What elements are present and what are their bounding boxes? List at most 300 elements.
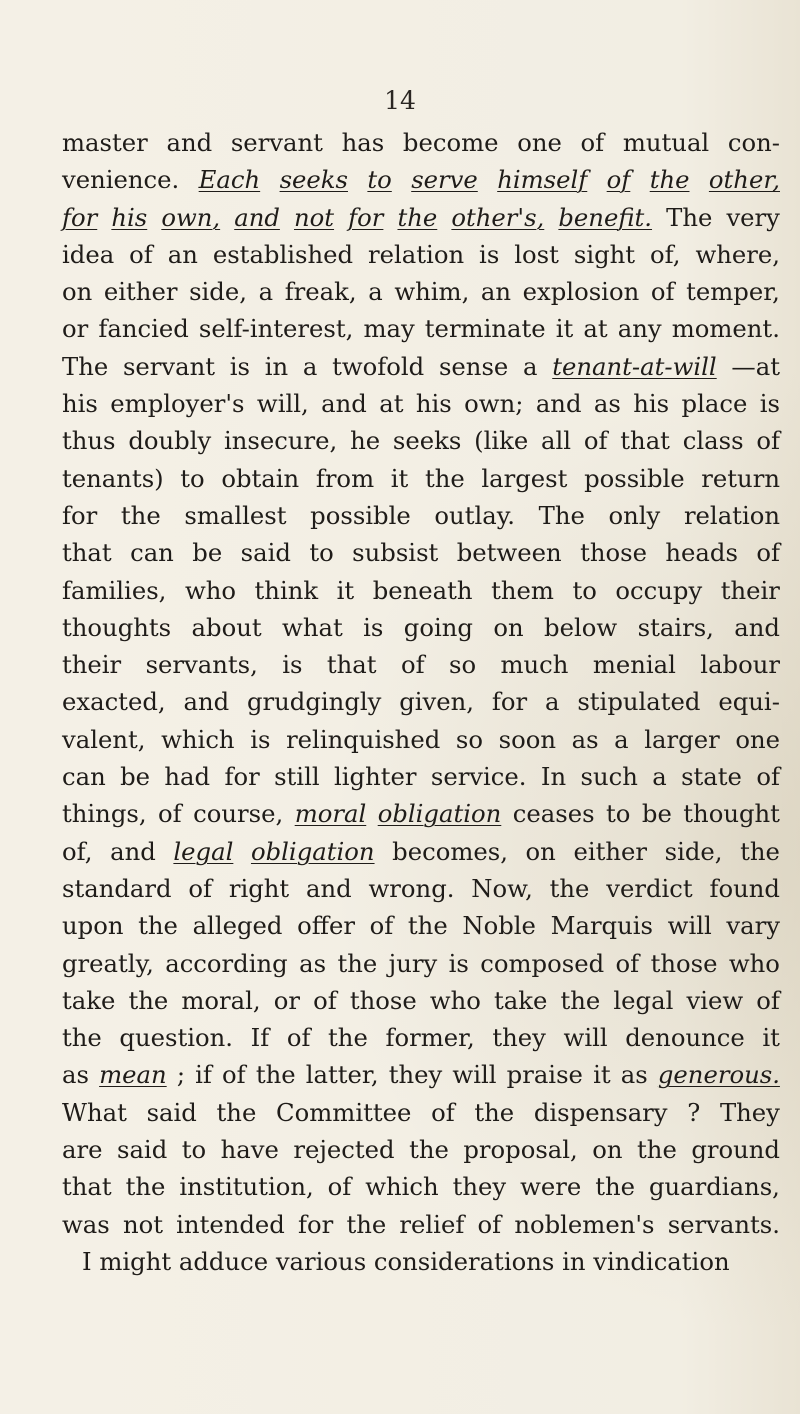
word: for (62, 500, 98, 530)
word: be (120, 762, 151, 792)
word: own, (161, 202, 221, 232)
word: as (299, 948, 327, 978)
word: a (614, 724, 629, 754)
word: temper, (686, 277, 780, 307)
word: according (165, 948, 288, 978)
word: insecure, (224, 426, 338, 456)
word: such (580, 762, 638, 792)
word: lighter (333, 762, 417, 792)
text-line (62, 1206, 780, 1243)
word: largest (481, 463, 568, 493)
word: said (146, 1097, 197, 1127)
word: institution, (179, 1172, 314, 1202)
word: of (369, 911, 394, 941)
word: doubly (128, 426, 212, 456)
word: only (608, 500, 661, 530)
word: on (525, 836, 556, 866)
word: legal (173, 836, 234, 866)
word: the (125, 1172, 166, 1202)
word: take (494, 985, 548, 1015)
word: venience. (62, 165, 180, 195)
text-line (62, 870, 780, 907)
word: standard (62, 873, 172, 903)
word: larger (644, 724, 720, 754)
word: heads (665, 538, 738, 568)
word: between (456, 538, 562, 568)
word: the (216, 1097, 257, 1127)
word: will (667, 911, 712, 941)
word: either (573, 836, 647, 866)
word: other, (708, 165, 780, 195)
text-line (62, 199, 780, 236)
word: his (415, 389, 452, 419)
word: as (62, 1060, 89, 1090)
word: of (615, 948, 640, 978)
word: If (250, 1023, 270, 1053)
word: sight (573, 239, 636, 269)
word: think (254, 575, 319, 605)
word: still (274, 762, 320, 792)
word: of (158, 799, 182, 829)
word: stipulated (577, 687, 701, 717)
word: not (294, 202, 335, 232)
word: other's, (451, 202, 545, 232)
word: sense (438, 351, 509, 381)
word: might (99, 1246, 172, 1276)
word: that (62, 538, 112, 568)
word: view (686, 985, 744, 1015)
word: The (666, 202, 713, 232)
word: the (549, 873, 590, 903)
word: be (641, 799, 672, 829)
word: noblemen's (514, 1209, 655, 1239)
word: it (555, 314, 574, 344)
word: moment. (671, 314, 780, 344)
word: is (759, 389, 780, 419)
word: equi- (718, 687, 780, 717)
word: relief (399, 1209, 465, 1239)
word: and (234, 202, 280, 232)
word: place (681, 389, 748, 419)
word: where, (695, 239, 780, 269)
word: terminate (424, 314, 546, 344)
word: was (62, 1209, 110, 1239)
word: class (682, 426, 744, 456)
word: stairs, (637, 612, 714, 642)
word: that (326, 650, 377, 680)
word: it (390, 463, 409, 493)
text-line (62, 422, 780, 459)
word: jury (388, 948, 438, 978)
word: have (220, 1135, 279, 1165)
word: verdict (606, 873, 693, 903)
word: mean (99, 1060, 167, 1090)
word: below (544, 612, 618, 642)
word: all (541, 426, 572, 456)
word: possible (584, 463, 685, 493)
word: those (349, 985, 417, 1015)
word: is (229, 351, 251, 381)
word: and (734, 612, 780, 642)
word: become (402, 128, 499, 157)
word: of (129, 239, 153, 269)
word: it (593, 1060, 611, 1090)
word: the (397, 202, 438, 232)
word: is (282, 650, 303, 680)
word: of (222, 1060, 246, 1090)
word: legal (613, 985, 674, 1015)
word: for (491, 687, 528, 717)
word: of (756, 985, 780, 1015)
word: considerations (373, 1246, 555, 1276)
word: the (255, 1060, 296, 1090)
word: they (452, 1172, 507, 1202)
word: were (520, 1172, 582, 1202)
word: much (500, 650, 569, 680)
word: They (719, 1097, 780, 1127)
word: as (620, 1060, 648, 1090)
text-line (62, 310, 780, 347)
word: it (762, 1023, 780, 1053)
word: return (701, 463, 780, 493)
word: state (681, 762, 742, 792)
word: those (580, 538, 647, 568)
word: those (650, 948, 718, 978)
word: for (62, 202, 98, 232)
text-line (62, 907, 780, 944)
word: to (606, 799, 631, 829)
word: and (166, 128, 213, 157)
word: their (62, 650, 122, 680)
word: of, (62, 836, 93, 866)
word: who (184, 575, 237, 605)
word: employer's (110, 389, 245, 419)
word: will, (256, 389, 309, 419)
word: the (637, 1135, 677, 1165)
word: of, (650, 239, 681, 269)
word: fancied (98, 314, 189, 344)
word: side, (664, 836, 723, 866)
word: that (62, 1172, 112, 1202)
word: of (431, 1097, 455, 1127)
word: can (130, 538, 174, 568)
word: master (62, 128, 148, 157)
text-line (62, 1243, 780, 1280)
word: the (649, 165, 690, 195)
word: I (82, 1246, 92, 1276)
word: The (62, 351, 109, 381)
text-line (62, 1019, 780, 1056)
word: he (350, 426, 381, 456)
word: own; (464, 389, 524, 419)
word: at (379, 389, 404, 419)
text-line (62, 1131, 780, 1168)
word: of (400, 650, 425, 680)
word: subsist (352, 538, 439, 568)
word: an (167, 239, 198, 269)
word: on (493, 612, 524, 642)
word: they (492, 1023, 546, 1053)
word: said (116, 1135, 168, 1165)
word: thought (683, 799, 780, 829)
word: is (250, 724, 271, 754)
word: the (560, 985, 601, 1015)
word: who (728, 948, 780, 978)
word: composed (480, 948, 605, 978)
word: the (138, 911, 178, 941)
word: Marquis (550, 911, 653, 941)
text-line (62, 497, 780, 534)
word: greatly, (62, 948, 154, 978)
word: alleged (192, 911, 283, 941)
word: tenants) (62, 463, 164, 493)
word: service. (430, 762, 527, 792)
word: ceases (512, 799, 595, 829)
word: things, (62, 799, 147, 829)
word: to (180, 463, 205, 493)
word: of (756, 538, 780, 568)
word: occupy (615, 575, 703, 605)
word: of (583, 426, 608, 456)
word: of (477, 1209, 502, 1239)
word: on (62, 277, 93, 307)
word: former, (385, 1023, 475, 1053)
word: menial (592, 650, 676, 680)
word: serve (411, 165, 478, 195)
word: outlay. (434, 500, 515, 530)
word: found (709, 873, 780, 903)
word: explosion (522, 277, 640, 307)
word: beneath (372, 575, 473, 605)
word: himself (497, 165, 588, 195)
word: his (633, 389, 670, 419)
word: and (535, 389, 582, 419)
word: soon (498, 724, 556, 754)
word: latter, (305, 1060, 379, 1090)
word: Each (198, 165, 261, 195)
word: the (128, 985, 169, 1015)
word: ground (691, 1135, 780, 1165)
word: of (580, 128, 605, 157)
word: a (544, 687, 560, 717)
word: is (448, 948, 469, 978)
word: twofold (332, 351, 425, 381)
word: one (517, 128, 562, 157)
text-line (62, 833, 780, 870)
word: obtain (221, 463, 300, 493)
word: to (367, 165, 392, 195)
word: about (191, 612, 262, 642)
word: going (403, 612, 473, 642)
text-line (62, 385, 780, 422)
word: tenant-at-will (552, 351, 717, 381)
word: and (306, 873, 352, 903)
word: for (348, 202, 384, 232)
word: of (188, 873, 213, 903)
word: the (407, 911, 448, 941)
word: exacted, (62, 687, 166, 717)
word: various (275, 1246, 367, 1276)
page-number: 14 (384, 86, 416, 115)
word: at (583, 314, 608, 344)
word: generous. (657, 1060, 780, 1090)
word: ; (176, 1060, 185, 1090)
word: Committee (276, 1097, 412, 1127)
word: lost (514, 239, 559, 269)
word: idea (62, 239, 115, 269)
word: is (479, 239, 500, 269)
word: obligation (377, 799, 502, 829)
body-text (62, 124, 780, 1280)
word: is (363, 612, 384, 642)
word: offer (297, 911, 355, 941)
word: his (111, 202, 148, 232)
word: upon (62, 911, 124, 941)
word: them (491, 575, 554, 605)
word: the (346, 1209, 387, 1239)
word: given, (399, 687, 475, 717)
word: or (273, 985, 300, 1015)
word: whim, (394, 277, 470, 307)
word: servants. (667, 1209, 780, 1239)
text-line (62, 945, 780, 982)
word: moral, (181, 985, 261, 1015)
word: adduce (178, 1246, 269, 1276)
word: a (523, 351, 538, 381)
word: very (726, 202, 780, 232)
word: to (572, 575, 597, 605)
word: any (617, 314, 662, 344)
word: possible (310, 500, 411, 530)
word: course, (193, 799, 284, 829)
word: his (62, 389, 98, 419)
word: the (337, 948, 378, 978)
word: obligation (250, 836, 375, 866)
word: which (161, 724, 235, 754)
word: it (336, 575, 355, 605)
word: will (563, 1023, 608, 1053)
word: one (735, 724, 780, 754)
word: guardians, (648, 1172, 780, 1202)
text-line (62, 721, 780, 758)
word: and (321, 389, 367, 419)
word: if (195, 1060, 212, 1090)
word: grudgingly (246, 687, 382, 717)
word: said (240, 538, 291, 568)
word: seeks (392, 426, 462, 456)
word: to (181, 1135, 207, 1165)
word: families, (62, 575, 167, 605)
text-line (62, 124, 780, 161)
text-line (62, 273, 780, 310)
word: will (452, 1060, 497, 1090)
word: a (302, 351, 318, 381)
word: from (315, 463, 375, 493)
word: right (228, 873, 290, 903)
text-line (62, 460, 780, 497)
word: seeks (279, 165, 348, 195)
word: praise (506, 1060, 583, 1090)
text-line (62, 1168, 780, 1205)
word: —at (731, 351, 780, 381)
word: of (606, 165, 631, 195)
word: the (740, 836, 780, 866)
word: of (313, 985, 337, 1015)
word: vary (726, 911, 780, 941)
word: be (192, 538, 223, 568)
word: established (212, 239, 354, 269)
word: wrong. (368, 873, 455, 903)
word: vindication (593, 1246, 730, 1276)
word: The (538, 500, 585, 530)
text-line (62, 1094, 780, 1131)
word: of (286, 1023, 311, 1053)
word: or (62, 314, 89, 344)
word: becomes, (392, 836, 508, 866)
word: a (258, 277, 274, 307)
word: of (756, 426, 780, 456)
word: of (756, 762, 780, 792)
word: servant (122, 351, 216, 381)
word: ? (687, 1097, 701, 1127)
word: what (282, 612, 343, 642)
word: the (120, 500, 161, 530)
word: relation (368, 239, 465, 269)
word: the (409, 1135, 449, 1165)
word: for (298, 1209, 334, 1239)
text-line (62, 646, 780, 683)
word: so (448, 650, 477, 680)
word: smallest (184, 500, 287, 530)
word: are (62, 1135, 103, 1165)
word: as (571, 724, 599, 754)
word: thoughts (62, 612, 172, 642)
word: a (368, 277, 383, 307)
word: who (429, 985, 481, 1015)
word: thus (62, 426, 116, 456)
word: as (593, 389, 621, 419)
word: had (164, 762, 211, 792)
word: labour (700, 650, 780, 680)
word: in (562, 1246, 586, 1276)
word: What (62, 1097, 127, 1127)
text-line (62, 758, 780, 795)
text-line (62, 348, 780, 385)
word: side, (189, 277, 247, 307)
text-line (62, 236, 780, 273)
word: question. (119, 1023, 233, 1053)
word: not (122, 1209, 163, 1239)
word: moral (294, 799, 367, 829)
word: for (224, 762, 260, 792)
word: so (455, 724, 483, 754)
word: that (620, 426, 670, 456)
word: has (341, 128, 385, 157)
word: In (540, 762, 567, 792)
word: and (110, 836, 156, 866)
word: relinquished (286, 724, 441, 754)
word: and (183, 687, 230, 717)
word: they (388, 1060, 443, 1090)
word: the (328, 1023, 368, 1053)
word: of (650, 277, 675, 307)
text-line (62, 609, 780, 646)
text-line (62, 982, 780, 1019)
text-line (62, 1056, 780, 1093)
word: benefit. (558, 202, 653, 232)
word: the (62, 1023, 102, 1053)
word: on (592, 1135, 623, 1165)
